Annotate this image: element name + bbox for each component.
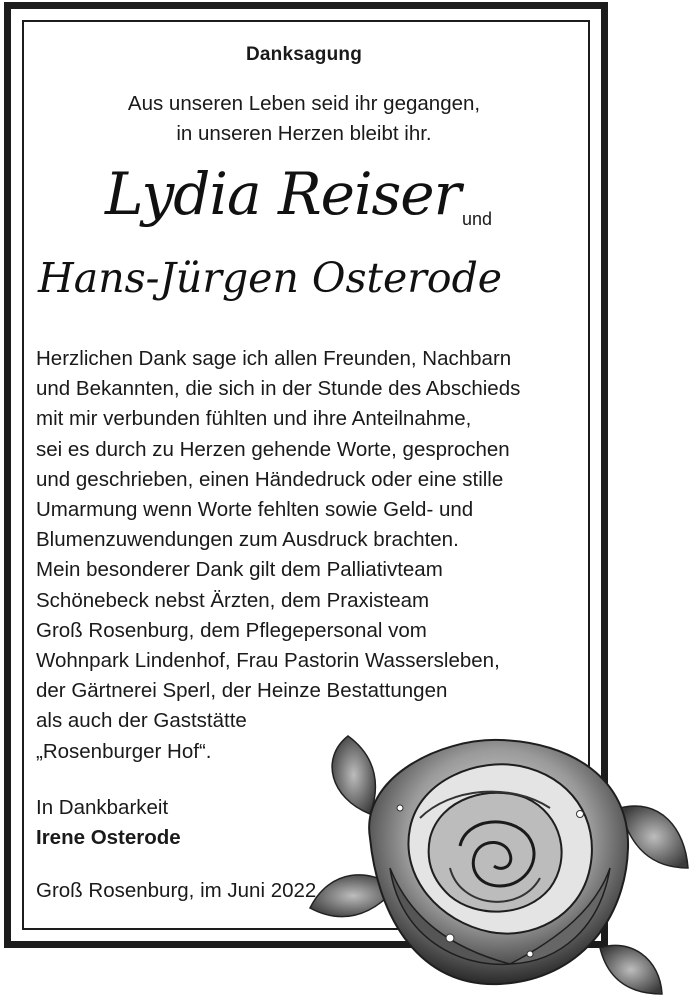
deceased-name-first: Lydia Reiser [105, 160, 461, 228]
verse-line: in unseren Herzen bleibt ihr. [176, 122, 432, 145]
notice-heading: Danksagung [245, 44, 363, 65]
text-line: und Bekannten, die sich in der Stunde des Abschieds [36, 377, 521, 401]
closing-phrase: In Dankbarkeit [36, 796, 169, 819]
text-line: der Gärtnerei Sperl, der Heinze Bestattungen [36, 679, 448, 703]
deceased-name-second: Hans-Jürgen Osterode [38, 254, 503, 302]
closing-block [36, 793, 181, 853]
text-line: Blumenzuwendungen zum Ausdruck brachten. [36, 528, 459, 552]
name-connector: und [462, 209, 493, 229]
text-line: Schönebeck nebst Ärzten, dem Praxisteam [36, 588, 430, 612]
text-line: „Rosenburger Hof“. [36, 739, 212, 763]
text-line: und geschrieben, einen Händedruck oder eine stille [36, 467, 504, 491]
signature-name: Irene Osterode [36, 826, 181, 849]
text-line: als auch der Gaststätte [36, 709, 247, 733]
text-line: Groß Rosenburg, dem Pflegepersonal vom [36, 618, 427, 642]
text-line: Wohnpark Lindenhof, Frau Pastorin Wassersleben, [36, 649, 500, 673]
rose-icon [300, 718, 692, 1000]
text-line: Herzlichen Dank sage ich allen Freunden, Nachbarn [36, 347, 512, 370]
text-line: sei es durch zu Herzen gehende Worte, gesprochen [36, 437, 510, 461]
verse-line: Aus unseren Leben seid ihr gegangen, [127, 92, 481, 115]
text-line: Mein besonderer Dank gilt dem Palliativteam [36, 558, 443, 582]
text-line: Umarmung wenn Worte fehlten sowie Geld- und [36, 498, 474, 522]
place-and-date: Groß Rosenburg, im Juni 2022 [36, 879, 317, 902]
text-line: mit mir verbunden fühlten und ihre Anteilnahme, [36, 407, 472, 431]
thank-you-text [36, 344, 520, 767]
